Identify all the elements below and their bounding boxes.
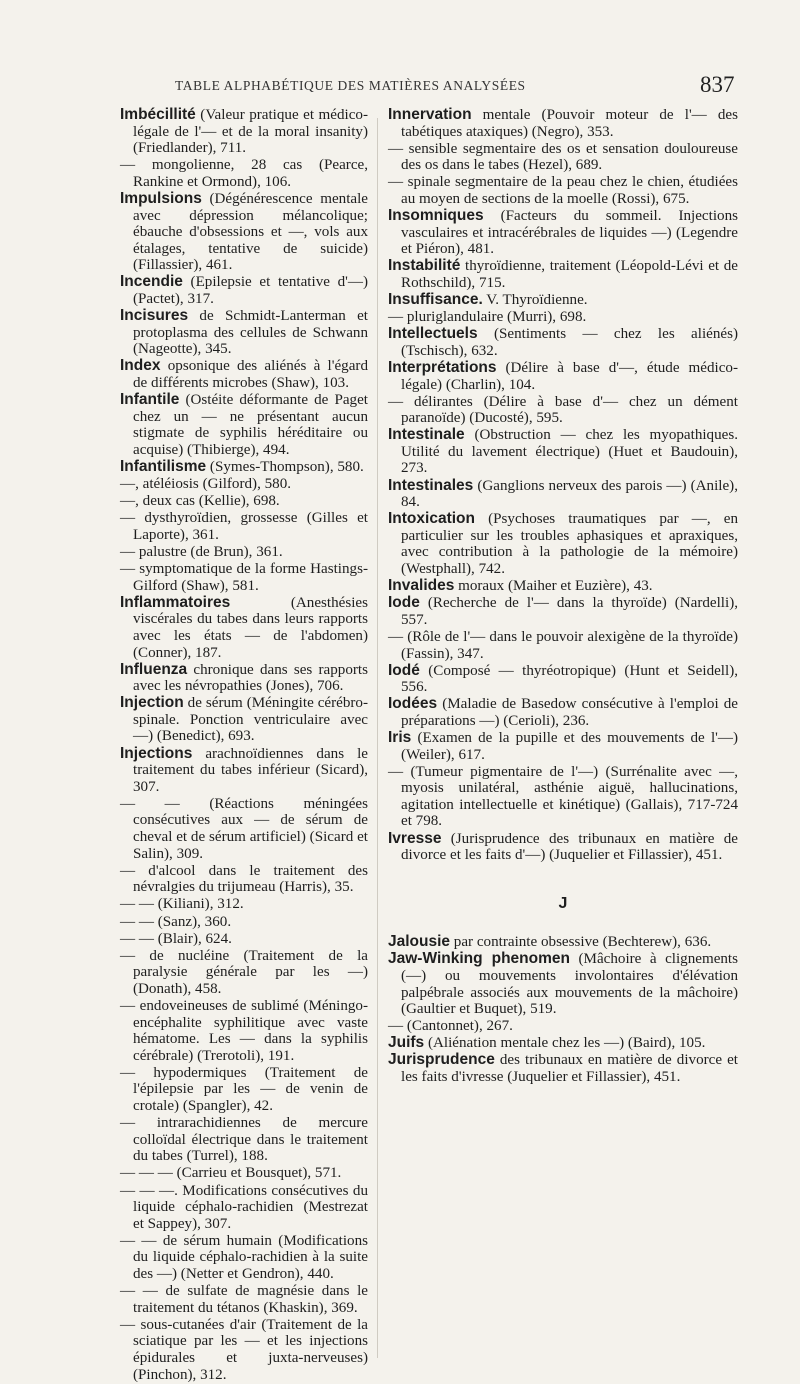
entry-text: — — (Réactions méningées consécutives aux — de sérum de cheval et de sérum artificiel) (Sicard et Salin), 309. (120, 795, 368, 862)
entry-text: — hypodermiques (Traitement de l'épilepsie par les — de venin de crotale) (Spangler), 42. (120, 1064, 368, 1115)
index-entry (120, 493, 368, 510)
entry-text: — — (Sanz), 360. (120, 913, 232, 930)
index-entry (388, 309, 738, 326)
entry-text: — — (Kiliani), 312. (120, 896, 244, 913)
index-entry (388, 934, 738, 951)
page-number: 837 (700, 72, 735, 97)
index-entry (388, 141, 738, 174)
running-title: TABLE ALPHABÉTIQUE DES MATIÈRES ANALYSÉES (175, 78, 526, 93)
entry-headword: Influenza (120, 660, 188, 678)
index-entry (388, 696, 738, 729)
entry-text: opsonique des aliénés à l'égard de différents microbes (Shaw), 103. (133, 358, 368, 391)
index-entry (388, 427, 738, 477)
index-entry (388, 208, 738, 258)
index-entry (120, 1115, 368, 1165)
index-entry (388, 394, 738, 427)
index-entry (120, 863, 368, 896)
index-entry (388, 1052, 738, 1085)
right-column-i-entries (388, 107, 738, 864)
index-entry (120, 746, 368, 796)
index-entry (120, 1317, 368, 1383)
right-column (388, 107, 738, 1086)
entry-text: (Examen de la pupille et des mouvements de l'—) (Weiler), 617. (401, 729, 738, 763)
entry-text: — — (Blair), 624. (120, 930, 232, 947)
index-entry (388, 258, 738, 291)
entry-headword: Intellectuels (388, 325, 478, 343)
entry-headword: Interprétations (388, 358, 497, 376)
index-entry (120, 191, 368, 274)
index-entry (120, 796, 368, 862)
index-entry (120, 274, 368, 307)
entry-headword: Infantilisme (120, 457, 207, 475)
entry-text: — palustre (de Brun), 361. (120, 543, 283, 560)
entry-text: de sérum (Méningite cérébro-spinale. Ponction ventriculaire avec —) (Benedict), 693. (133, 695, 368, 745)
entry-headword: Iris (388, 728, 412, 746)
entry-text: — spinale segmentaire de la peau chez le chien, étudiées au moyen de sections de la moelle (Rossi), 675. (388, 174, 738, 207)
entry-headword: Impulsions (120, 189, 202, 207)
index-entry (388, 629, 738, 662)
index-entry (388, 663, 738, 696)
index-entry (388, 730, 738, 763)
entry-headword: Incendie (120, 273, 183, 291)
entry-headword: Innervation (388, 106, 472, 123)
entry-text: (Symes-Thompson), 580. (206, 458, 364, 475)
entry-headword: Imbécillité (120, 106, 196, 123)
entry-headword: Instabilité (388, 257, 461, 275)
entry-text: (Aliénation mentale chez les —) (Baird), 105. (424, 1035, 706, 1052)
entry-text: — intrarachidiennes de mercure colloïdal électrique dans le traitement du tabes (Turrel), 188. (120, 1115, 368, 1165)
entry-text: thyroïdienne, traitement (Léopold-Lévi et de Rothschild), 715. (401, 258, 738, 291)
right-column-j-entries (388, 934, 738, 1085)
entry-text: V. Thyroïdienne. (482, 292, 588, 309)
index-entry (120, 1065, 368, 1115)
entry-text: — sous-cutanées d'air (Traitement de la sciatique par les — et les injections épidurales et juxta-nerveuses) (Pinchon), 312. (120, 1316, 368, 1383)
index-entry (388, 511, 738, 577)
entry-headword: Jalousie (388, 933, 451, 951)
index-entry (388, 107, 738, 140)
index-entry (120, 476, 368, 493)
index-entry (120, 1283, 368, 1316)
index-entry (388, 360, 738, 393)
index-entry (388, 831, 738, 864)
index-entry (388, 478, 738, 511)
entry-headword: Intoxication (388, 510, 475, 528)
entry-text: (Ganglions nerveux des parois —) (Anile), 84. (401, 477, 738, 511)
entry-headword: Insuffisance. (388, 291, 483, 309)
entry-text: — sensible segmentaire des os et sensation douloureuse des os dans le tabes (Hezel), 689. (388, 140, 738, 174)
entry-headword: Index (120, 357, 161, 375)
entry-text: (Epilepsie et tentative d'—) (Pactet), 317. (133, 274, 368, 308)
index-entry (120, 695, 368, 745)
entry-text: —, deux cas (Kellie), 698. (120, 493, 280, 510)
entry-headword: Infantile (120, 391, 180, 409)
entry-text: — d'alcool dans le traitement des névralgies du trijumeau (Harris), 35. (120, 862, 368, 896)
index-entry (120, 1183, 368, 1233)
index-entry (120, 392, 368, 458)
index-entry (120, 107, 368, 157)
index-entry (388, 1035, 738, 1052)
index-entry (120, 931, 368, 948)
entry-text: (Maladie de Basedow consécutive à l'emploi de préparations —) (Cerioli), 236. (401, 696, 738, 729)
index-entry (388, 1018, 738, 1035)
entry-text: (Dégénérescence mentale avec dépression mélancolique; ébauche d'obsessions et —, vols aux étalages, tentative de suicide) (Fillassier), 461. (133, 190, 368, 274)
entry-text: — (Tumeur pigmentaire de l'—) (Surrénalite avec —, myosis unilatéral, asthénie aiguë, hallucinations, agitation intellectuelle et kinétique) (Gallais), 717-724 et 798. (388, 763, 738, 830)
entry-headword: Iodées (388, 695, 438, 713)
entry-text: — mongolienne, 28 cas (Pearce, Rankine et Ormond), 106. (120, 157, 368, 190)
entry-text: — dysthyroïdien, grossesse (Gilles et Laporte), 361. (120, 510, 368, 543)
entry-text: — endoveineuses de sublimé (Méningo-encéphalite syphilitique avec vaste hématome. Les — dans la syphilis cérébrale) (Trerotoli), 191. (120, 997, 368, 1064)
index-entry (120, 595, 368, 661)
section-letter-j: J (558, 894, 568, 912)
index-entry (120, 544, 368, 561)
entry-headword: Ivresse (388, 829, 442, 847)
entry-text: (Psychoses traumatiques par —, en particulier sur les troubles aphasiques et apraxiques, avec contribution à la pathologie de la mémoire) (Westphall), 742. (401, 511, 738, 578)
entry-text: — symptomatique de la forme Hastings-Gilford (Shaw), 581. (120, 561, 368, 594)
entry-headword: Injections (120, 744, 193, 762)
entry-text: (Ostéite déformante de Paget chez un — ne présentant aucun stigmate de syphilis héréditaire ou acquise) (Thibierge), 494. (133, 392, 368, 458)
column-divider (377, 118, 378, 1358)
entry-text: (Mâchoire à clignements (—) ou mouvements involontaires d'élévation palpébrale associés aux mouvements de la mâchoire) (Gaultier et Buquet), 519. (401, 951, 739, 1018)
index-entry (120, 1165, 368, 1182)
entry-text: — de nucléine (Traitement de la paralysie générale par les —) (Donath), 458. (120, 947, 368, 997)
entry-headword: Intestinale (388, 426, 465, 444)
entry-headword: Jaw-Winking phenomen (388, 950, 570, 968)
entry-headword: Incisures (120, 307, 189, 325)
entry-text: (Composé — thyréotropique) (Hunt et Seidell), 556. (401, 662, 738, 696)
entry-text: —, atéléiosis (Gilford), 580. (120, 476, 292, 493)
index-entry (388, 174, 738, 207)
index-entry (120, 998, 368, 1064)
entry-text: — — —. Modifications consécutives du liquide céphalo-rachidien (Mestrezat et Sappey), 307. (120, 1182, 368, 1232)
entry-headword: Insomniques (388, 207, 484, 225)
entry-text: — pluriglandulaire (Murri), 698. (388, 309, 587, 326)
entry-text: (Valeur pratique et médico-légale de l'— et de la moral insanity) (Friedlander), 711. (133, 107, 368, 157)
entry-text: chronique dans ses rapports avec les névropathies (Jones), 706. (133, 661, 368, 695)
entry-headword: Iodé (388, 661, 420, 679)
entry-text: (Sentiments — chez les aliénés) (Tschisch), 632. (401, 326, 738, 359)
entry-text: mentale (Pouvoir moteur de l'— des tabétiques ataxiques) (Negro), 353. (401, 107, 738, 140)
entry-text: (Délire à base d'—, étude médico-légale) (Charlin), 104. (401, 359, 738, 393)
entry-text: (Obstruction — chez les myopathiques. Utilité du lavement électrique) (Huet et Baudouin), 273. (401, 427, 738, 477)
index-entry (120, 662, 368, 695)
entry-text: par contrainte obsessive (Bechterew), 636. (450, 934, 712, 951)
entry-text: (Recherche de l'— dans la thyroïde) (Nardelli), 557. (401, 595, 738, 628)
index-entry (120, 1233, 368, 1283)
index-entry (120, 948, 368, 998)
index-entry (120, 510, 368, 543)
index-entry (120, 358, 368, 391)
entry-headword: Iode (388, 594, 420, 612)
left-column (120, 107, 368, 1384)
index-entry (120, 459, 368, 476)
index-entry (388, 292, 738, 309)
entry-text: — — de sérum humain (Modifications du liquide céphalo-rachidien à la suite des —) (Netter et Gendron), 440. (120, 1232, 368, 1282)
entry-headword: Juifs (388, 1034, 425, 1052)
entry-text: — — — (Carrieu et Bousquet), 571. (120, 1165, 342, 1182)
entry-headword: Invalides (388, 577, 455, 595)
index-entry (388, 326, 738, 359)
entry-headword: Intestinales (388, 476, 474, 494)
entry-text: (Anesthésies viscérales du tabes dans leurs rapports avec les états — de l'abdomen) (Conner), 187. (133, 594, 368, 661)
entry-headword: Inflammatoires (120, 593, 231, 611)
entry-text: des tribunaux en matière de divorce et les faits d'ivresse (Juquelier et Fillassier), 451. (401, 1052, 738, 1086)
entry-text: — délirantes (Délire à base d'— chez un dément paranoïde) (Ducosté), 595. (388, 393, 738, 427)
entry-text: (Jurisprudence des tribunaux en matière de divorce et les faits d'—) (Juquelier et Fillassier), 451. (401, 830, 738, 864)
index-entry (388, 764, 738, 830)
index-entry (388, 595, 738, 628)
entry-text: (Facteurs du sommeil. Injections vasculaires et intracérébrales de liquides —) (Legendre et Piéron), 481. (401, 208, 738, 258)
index-entry (120, 914, 368, 931)
entry-headword: Injection (120, 694, 184, 712)
entry-headword: Jurisprudence (388, 1051, 495, 1069)
index-entry (388, 951, 738, 1017)
page-header (0, 74, 800, 104)
entry-text: de Schmidt-Lanterman et protoplasma des cellules de Schwann (Nageotte), 345. (133, 308, 368, 358)
index-entry (120, 561, 368, 594)
entry-text: arachnoïdiennes dans le traitement du tabes inférieur (Sicard), 307. (133, 745, 368, 795)
index-entry (120, 896, 368, 913)
entry-text: — (Rôle de l'— dans le pouvoir alexigène de la thyroïde) (Fassin), 347. (388, 628, 738, 662)
entry-text: moraux (Maiher et Euzière), 43. (454, 578, 653, 595)
index-entry (120, 308, 368, 358)
entry-text: — — de sulfate de magnésie dans le traitement du tétanos (Khaskin), 369. (120, 1283, 368, 1316)
entry-text: — (Cantonnet), 267. (388, 1018, 513, 1035)
index-entry (388, 578, 738, 595)
index-entry (120, 157, 368, 190)
